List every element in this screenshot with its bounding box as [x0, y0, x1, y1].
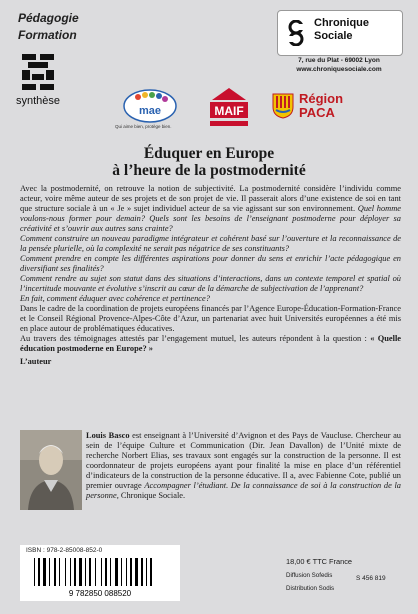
- question-4: Comment rendre au sujet son statut dans des situations d’interactions, dans un contexte temporel et spatial où l’incertitude mouvante et évolutive s’inscrit au cœur de la démarche de subjectivation de l’apprenant?: [20, 274, 401, 293]
- publisher-name-line1: Chronique: [314, 17, 369, 29]
- publisher-logo-box: [277, 10, 403, 56]
- context-paragraph: Dans le cadre de la coordination de projets européens financés par l’Agence Europe-Éducation-Formation-France et le Conseil Régional Provence-Alpes-Côte d’Azur, un partenariat avec huit Universités européennes a été mis en place autour de problématiques éducatives.: [20, 304, 401, 333]
- question-intro: Au travers des témoignages attestés par l’engagement mutuel, les auteurs répondent à la question :: [20, 334, 371, 343]
- diffusion-label: Diffusion Sofedis: [286, 572, 333, 579]
- publisher-name: [314, 17, 369, 43]
- author-bio-text: est enseignant à l’Université d’Avignon et des Pays de Vaucluse. Chercheur au sein de l’équipe Culture et Communication (Dir. Jean Davallon) de l’Unité mixte de recherche Norbert Elias, ses travaux sont engagés sur la construction de la personne. Il est coordonnateur de projets européens ayant pour finalité la mise en place d’un référentiel d’indicateurs de la construction de la personne éducative. Il a, avec Fabienne Cote, publié un premier ouvrage: [86, 431, 401, 490]
- mae-tagline: Qui aime bien, protège bien.: [115, 124, 172, 129]
- barcode-bar: [89, 558, 91, 586]
- series-line1: Pédagogie: [18, 11, 79, 25]
- maif-name: MAIF: [214, 104, 244, 118]
- isbn-label: ISBN : 978-2-85008-852-0: [26, 547, 103, 554]
- region-line1: Région: [299, 91, 344, 106]
- series-label: [18, 10, 79, 44]
- barcode-bar: [141, 558, 143, 586]
- barcode-bar: [79, 558, 82, 586]
- mae-logo-icon: [118, 86, 182, 126]
- main-question: « Quelle éducation postmoderne en Europe? »: [20, 334, 401, 353]
- barcode-bar: [74, 558, 76, 586]
- barcode-bar: [34, 558, 35, 586]
- barcode-bar: [121, 558, 122, 586]
- barcode-bar: [101, 558, 102, 586]
- mae-name: mae: [138, 105, 162, 117]
- barcode-bar: [135, 558, 138, 586]
- product-code: S 456 819: [356, 575, 386, 582]
- author-bio: [20, 431, 401, 511]
- barcode-bar: [59, 558, 60, 586]
- region-paca-shield-icon: [272, 93, 294, 119]
- distribution-label: Distribution Sodis: [286, 585, 335, 592]
- maif-logo-icon: [206, 86, 252, 130]
- publisher-website: www.chroniquesociale.com: [296, 66, 382, 73]
- barcode-bar: [126, 558, 127, 586]
- collection-name: synthèse: [16, 95, 61, 107]
- intro-text: Avec la postmodernité, on retrouve la notion de subjectivité. La postmodernité considère l’individu comme acteur, voire même auteur de ses projets et de son projet de vie. Il passerait alors d’une existence de soi en tant que structure sociale à un « Je » sujet individuel acteur de sa vie agissant sur son environnement.: [20, 184, 401, 213]
- region-line2: PACA: [299, 105, 335, 120]
- author-book-title: Accompagner l’étudiant. De la connaissance de soi à la construction de la personne,: [86, 481, 401, 500]
- author-name: Louis Basco: [86, 431, 130, 440]
- barcode-bar: [70, 558, 71, 586]
- region-paca-name: [299, 92, 343, 120]
- barcode-bar: [150, 558, 152, 586]
- question-2: Comment construire un nouveau paradigme intégrateur et cohérent basé sur l’ouverture et la reconnaissance de la pensée plurielle, où la complexité ne serait pas négatrice de ses constituants?: [20, 234, 401, 253]
- barcode-bar: [85, 558, 86, 586]
- barcode-bar: [146, 558, 147, 586]
- series-line2: Formation: [18, 28, 77, 42]
- publisher-address: 7, rue du Plat - 69002 Lyon: [298, 57, 380, 64]
- synthese-logo-icon: [20, 52, 56, 92]
- description-paragraph: [20, 184, 401, 234]
- price: 18,00 € TTC France: [286, 557, 352, 566]
- book-title-line2: à l’heure de la postmodernité: [112, 162, 306, 179]
- book-title-line1: Éduquer en Europe: [143, 145, 275, 162]
- book-title: [0, 145, 418, 179]
- barcode-digits: 9 782850 088520: [68, 589, 132, 598]
- publisher-name-line2: Sociale: [314, 30, 353, 42]
- barcode-bar: [43, 558, 46, 586]
- barcode-icon: [26, 556, 174, 598]
- barcode-bar: [105, 558, 107, 586]
- question-5: En fait, comment éduquer avec cohérence et pertinence?: [20, 294, 210, 303]
- barcode-bar: [49, 558, 50, 586]
- question-paragraph: [20, 334, 401, 354]
- chronique-sociale-logo-icon: [286, 20, 306, 46]
- publisher-address-block: [277, 56, 401, 74]
- barcode-bar: [54, 558, 56, 586]
- back-cover-description: [20, 184, 401, 367]
- barcode-bar: [95, 558, 96, 586]
- barcode-bar: [38, 558, 40, 586]
- barcode-bar: [110, 558, 111, 586]
- author-heading: L’auteur: [20, 357, 52, 366]
- barcode-bar: [130, 558, 132, 586]
- barcode-bar: [115, 558, 118, 586]
- question-3: Comment prendre en compte les différentes aspirations pour donner du sens et enrichir l’acte pédagogique en diversifiant ses finalités?: [20, 254, 401, 273]
- author-bio-end: Chronique Sociale.: [118, 491, 186, 500]
- question-1: Quel homme voulons-nous former pour demain? Quels sont les besoins de l’enseignant postmoderne pour déployer sa créativité et s’ouvrir aux autres sans crainte?: [20, 204, 401, 233]
- barcode-bar: [65, 558, 66, 586]
